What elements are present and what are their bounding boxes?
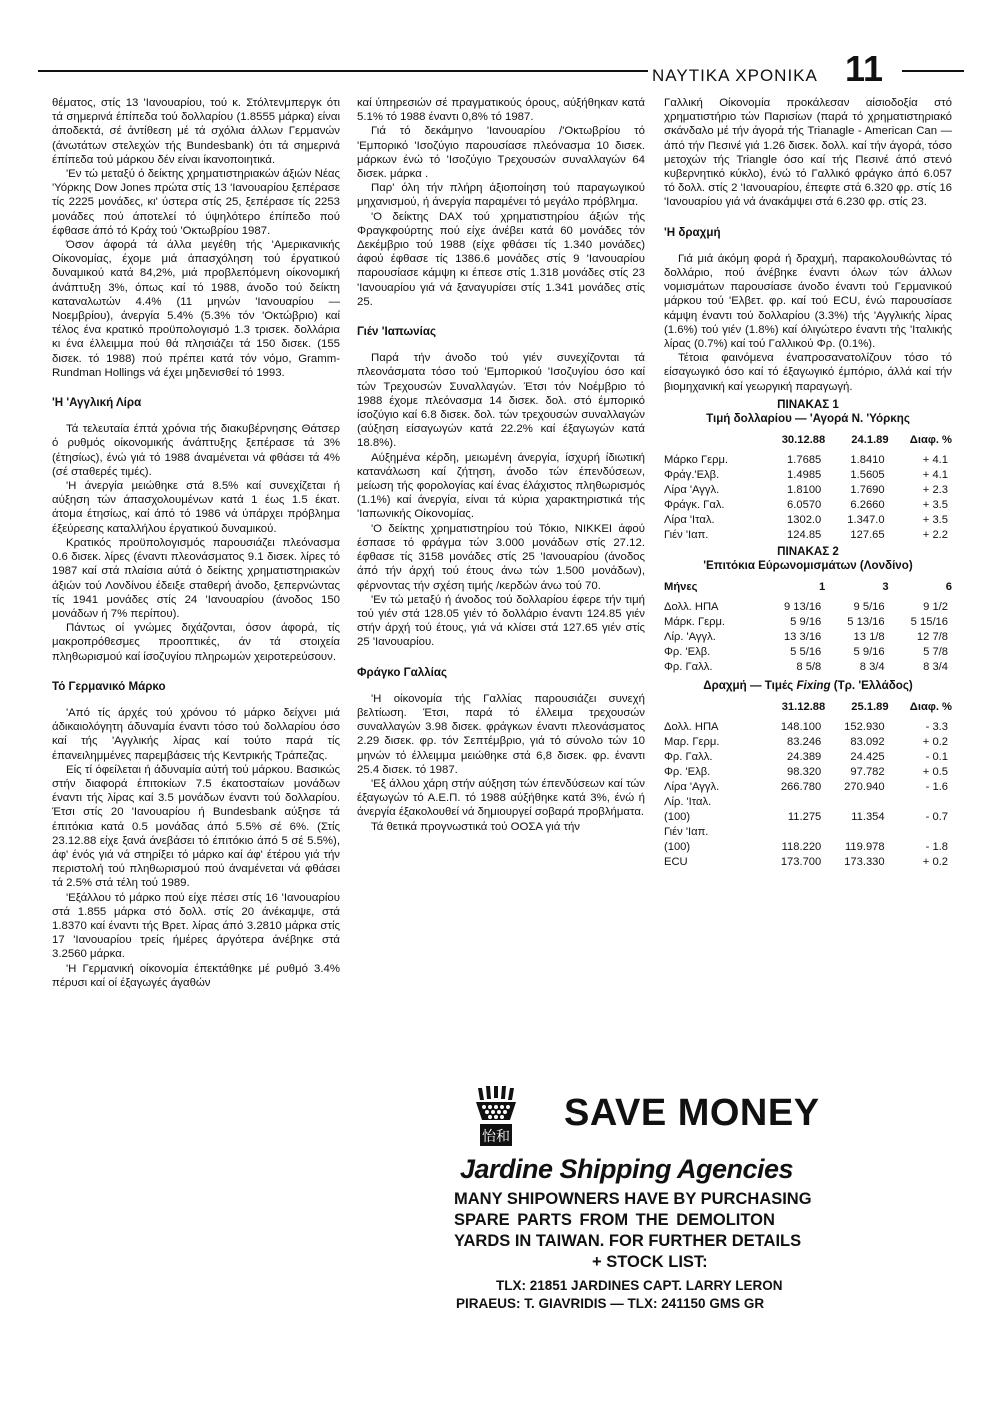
table-row: [664, 795, 952, 810]
row-label: Λίρ. 'Αγγλ.: [664, 630, 716, 643]
cell-value: 5 15/16: [910, 615, 948, 628]
cell-value: - 1.8: [925, 840, 948, 853]
paragraph: Γαλλική Οίκονομία προκάλεσαν αίσιοδοξία στό χρηματιστήριο τών Παρισίων (παρά τό χρηματιστηριακό σκάνδαλο μέ τήν άγορά τής Trianagle - American Can — άπό τήν Πεσινέ γιά 1.26 δισεκ. δολλ. καί τήν άγορά, τόσο μετοχών τής Triangle όσο καί τής Πεσινέ άπό στενό κυβερνητικό κύκλο), ένώ τό Γαλλικό φράγκο άπό 6.057 τό δολλ. στίς 2 'Ιανουαρίου, έπεφτε στά 6.320 φρ. στίς 16 'Ιανουαρίου γιά νά άνακάμψει στά 6.230 φρ. στίς 23.: [664, 97, 952, 209]
table-3-caption-italic: Fixing: [796, 678, 831, 692]
cell-value: 119.978: [845, 840, 885, 853]
cell-value: [889, 825, 952, 840]
paragraph: Παρά τήν άνοδο τού γιέν συνεχίζονται τά πλεονάσματα τόσο τού 'Εμπορικού 'Ισοζυγίου όσο καί τών Τρεχουσών Συναλλαγών. Έτσι τόν Νοέμβριο τό 1988 έχομε πλεόνασμα 14 δισεκ. δολ. στό έμπορικό ίσοζύγιο καί 6.8 δισεκ. δολ. τών τρεχουσών συναλλαγών (αύξηση είσαγωγών κατά 22.2% καί έξαγωγών κατά 18.8%).: [357, 352, 645, 450]
row-label: Μάρκ. Γερμ.: [664, 615, 726, 628]
paragraph: Τά θετικά προγνωστικά τού ΟΟΣΑ γιά τήν: [371, 820, 580, 833]
cell-value: 152.930: [844, 720, 885, 733]
cell-value: 9 5/16: [853, 600, 885, 613]
cell-value: 118.220: [781, 840, 822, 853]
row-label: Φρ. Γαλλ.: [664, 750, 713, 763]
table-row: [664, 765, 952, 780]
table-3-grid: [664, 693, 952, 870]
paragraph: 'Ο δείκτης χρηματιστηρίου τού Τόκιο, NIKKEI άφού έσπασε τό φράγμα τών 3.000 μονάδων στίς 27.12. έφθασε τίς 3158 μονάδες στίς 25 'Ιανουαρίου (άνοδος άπό τήν άρχή τού έτους άνω τών 1.500 μονάδων), φέρνοντας τήν σχέση τιμής /κερδών άνω τού 70.: [357, 522, 645, 592]
cell-value: + 0.2: [922, 735, 948, 748]
cell-value: 13 1/8: [853, 630, 885, 643]
cell-value: 8 5/8: [796, 660, 822, 673]
cell-value: 24.389: [787, 750, 822, 763]
cell-value: 30.12.88: [781, 433, 826, 446]
cell-value: - 0.7: [925, 810, 948, 823]
cell-value: 1.8410: [850, 453, 885, 466]
row-label: Λίρα 'Αγγλ.: [664, 483, 720, 496]
cell-value: 1.8100: [787, 483, 822, 496]
cell-value: 9 13/16: [783, 600, 822, 613]
paragraph: Γιά μιά άκόμη φορά ή δραχμή, παρακολουθώντας τό δολλάριο, πού άνέβηκε έναντι όλων τών άλλων νομισμάτων παρουσίασε άνοδο έναντι τού Γερμανικού μάρκου τού 'Ελβετ. φρ. καί τού ECU, ένώ παρουσίασε κάμψη έναντι τού δολλαρίου (3.3%) τής 'Αγγλικής λίρας (1.6%) τού γιέν (1.8%) καί όλιγώτερο έναντι τής 'Ιταλικής λίρας (0.7%) καί τού Γαλλικού Φρ. (0.1%).: [664, 252, 952, 351]
cell-value: 3: [882, 580, 889, 593]
row-label: Φρ. Γαλλ.: [664, 660, 713, 673]
cell-value: 270.940: [844, 780, 885, 793]
table-row: [664, 528, 952, 543]
row-label: ECU: [664, 855, 688, 868]
logo-chinese-text: 怡和: [482, 1129, 510, 1145]
table-row: [664, 840, 952, 855]
cell-value: 1.7685: [787, 453, 822, 466]
cell-value: 1: [819, 580, 826, 593]
table-2: [664, 545, 952, 675]
cell-value: 266.780: [780, 780, 822, 793]
row-label: Φράγκ. Γαλ.: [664, 498, 725, 511]
section-heading-pound: 'Η 'Αγγλική Λίρα: [52, 396, 142, 410]
cell-value: 25.1.89: [851, 700, 889, 713]
cell-value: [889, 795, 952, 810]
paragraph: Τέτοια φαινόμενα έναπροσανατολίζουν τόσο τό είσαγωγικό όσο καί τό έξαγωγικό έμπόριο, άλλά καί τήν βιομηχανική καί γεωργική παραγωγή.: [664, 352, 952, 393]
cell-value: [762, 795, 825, 810]
cell-value: 6.0570: [787, 498, 822, 511]
cell-value: [762, 825, 825, 840]
paragraph: 'Εν τώ μεταξύ ή άνοδος τού δολλαρίου έφερε τήν τιμή τού γιέν στά 128.05 γιέν τό δολλάριο έναντι 124.85 γιέν στήν άρχή τού έτους, γιά νά κλίσει στά 127.65 γιέν στίς 25 'Ιανουαρίου.: [357, 593, 645, 649]
cell-value: + 3.5: [922, 513, 948, 526]
paragraph: θέματος, στίς 13 'Ιανουαρίου, τού κ. Στόλτενμπεργκ ότι τά σημερινά έπίπεδα τού δολλαρίου (1.8555 μάρκα) είναι άποδεκτά, σέ άντίθεση μέ τά σχόλια άλλων Γερμανών (άνωτάτων στελεχών τής Bundesbank) ότι τά σημερινά έπίπεδα τού μάρκου δέν είναι ίκανοποιητικά.: [52, 97, 340, 166]
table-header-row: [664, 693, 952, 720]
cell-value: 5 9/16: [853, 645, 885, 658]
table-1-caption: ΠΙΝΑΚΑΣ 1: [777, 397, 839, 411]
cell-value: [825, 795, 888, 810]
paragraph: Είς τί όφείλεται ή άδυναμία αύτή τού μάρκου. Βασικώς στήν διαφορά έπιτοκίων 7.5 έκατοσταίων μονάδων έναντι τής λίρας καί 3.5 μονάδων έναντι τού δολλαρίου. Έτσι στίς 20 'Ιανουαρίου ή Bundesbank αύξησε τά έπιτόκια κατά 0.5 μονάδας άπό 5.5% σέ 6%. (Στίς 23.12.88 είχε ξανά άνεβάσει τό έπιτόκιο άπό 5 σέ 5.5%), άφ' ένός γιά νά στηρίξει τό μάρκο καί άφ' έτέρου γιά τήν περιστολή τού πληθωρισμού πού άναμένεται νά φθάσει τά 2.5% στά τέλη τού 1989.: [52, 763, 340, 890]
row-label: Γιέν 'Ιαπ.: [664, 528, 709, 541]
table-row: [664, 735, 952, 750]
cell-value: 1.4985: [787, 468, 822, 481]
cell-value: 5 13/16: [847, 615, 885, 628]
table-3-caption-post: (Τρ. 'Ελλάδος): [830, 678, 913, 692]
table-row: [664, 750, 952, 765]
cell-value: 1.7690: [850, 483, 885, 496]
table-2-grid: [664, 573, 952, 675]
cell-value: 5 9/16: [790, 615, 822, 628]
section-heading-yen: Γιέν 'Ιαπωνίας: [357, 325, 436, 339]
table-row: [664, 825, 952, 840]
table-2-subcaption: 'Επιτόκια Εύρωνομισμάτων (Λονδίνο): [703, 558, 913, 572]
table-2-caption: ΠΙΝΑΚΑΣ 2: [777, 544, 839, 558]
row-label: (100): [664, 840, 691, 853]
paragraph: Γιά τό δεκάμηνο 'Ιανουαρίου /'Οκτωβρίου τό 'Εμπορικό 'Ισοζύγιο παρουσίασε πλεόνασμα 10 δισεκ. μάρκων ένώ τό 'Ισοζύγιο Τρεχουσών συναλλαγών 64 δισεκ. μάρκα .: [357, 125, 645, 181]
paragraph: Τά τελευταία έπτά χρόνια τής διακυβέρνησης Θάτσερ ό ρυθμός οίκονομικής άνάπτυξης ξεπέρασε τά 3% (έτησίως), ένώ γιά τό 1988 άναμένεται νά φθάσει τά 4% (σέ σταθερές τιμές).: [52, 423, 340, 478]
cell-value: 5 5/16: [790, 645, 822, 658]
cell-value: 24.1.89: [851, 433, 889, 446]
table-header-row: [664, 573, 952, 600]
jardine-logo-icon: [470, 1086, 544, 1148]
cell-value: 9 1/2: [923, 600, 948, 613]
cell-value: 1302.0: [787, 513, 822, 526]
cell-value: Διαφ. %: [909, 433, 952, 446]
ad-line-1: MANY SHIPOWNERS HAVE BY PURCHASING: [454, 1190, 812, 1208]
table-1-subcaption: Τιμή δολλαρίου — 'Αγορά Ν. 'Υόρκης: [706, 411, 910, 425]
cell-value: 124.85: [787, 528, 822, 541]
row-label: Δολλ. ΗΠΑ: [664, 600, 719, 613]
section-heading-franc: Φράγκο Γαλλίας: [357, 665, 448, 679]
cell-value: + 4.1: [922, 468, 948, 481]
cell-value: 97.782: [850, 765, 885, 778]
cell-value: 6.2660: [850, 498, 885, 511]
table-3-caption-pre: Δραχμή — Τιμές: [703, 678, 797, 692]
table-row: [664, 810, 952, 825]
paragraph: 'Η οίκονομία τής Γαλλίας παρουσιάζει συνεχή βελτίωση. Έτσι, παρά τό έλλειμα τρεχουσών συναλλαγών 3.98 δισεκ. φράγκων έναντι πλεονάσματος 2.29 δισεκ. φρ. τόν Σεπτέμβριο, γιά τό σύνολο τών 10 μηνών τό έλλειμμα μειώθηκε στά 6,8 δισεκ. φρ. έναντι 25.4 δισεκ. τό 1987.: [357, 692, 645, 776]
cell-value: 11.354: [851, 810, 885, 823]
table-row: [664, 468, 952, 483]
row-label: [664, 426, 762, 453]
table-row: [664, 600, 952, 615]
cell-value: + 4.1: [922, 453, 948, 466]
cell-value: 1.347.0: [847, 513, 885, 526]
table-row: [664, 645, 952, 660]
cell-value: 6: [945, 580, 952, 593]
cell-value: 1.5605: [850, 468, 885, 481]
cell-value: 11.275: [787, 810, 822, 823]
ad-contact-1: TLX: 21851 JARDINES CAPT. LARRY LERON: [496, 1278, 783, 1293]
row-label: (100): [664, 810, 691, 823]
cell-value: 8 3/4: [859, 660, 885, 673]
ad-contact-2: PIRAEUS: T. GIAVRIDIS — TLX: 241150 GMS GR: [456, 1296, 765, 1311]
cell-value: 24.425: [850, 750, 885, 763]
column-1: [52, 96, 340, 990]
cell-value: 83.246: [787, 735, 822, 748]
row-label: Φρ. 'Ελβ.: [664, 765, 711, 778]
magazine-title: ΝΑΥΤΙΚΑ ΧΡΟΝΙΚΑ: [652, 66, 818, 85]
ad-company: Jardine Shipping Agencies: [460, 1154, 794, 1184]
table-row: [664, 615, 952, 630]
paragraph: Αύξημένα κέρδη, μειωμένη άνεργία, ίσχυρή ίδιωτική κατανάλωση καί ζήτηση, άνοδο τών έπενδύσεων, μείωση τής φορολογίας καί ένας έλάχιστος πληθωρισμός (1.1%) καί άνεργία, είναι τά κύρια χαρακτηριστικά τής 'Ιαπωνικής Οίκονομίας.: [357, 451, 645, 521]
row-label: Φράγ.'Ελβ.: [664, 468, 720, 481]
page-number: 11: [845, 48, 884, 89]
table-row: [664, 630, 952, 645]
cell-value: 12 7/8: [916, 630, 948, 643]
cell-value: - 3.3: [925, 720, 948, 733]
cell-value: - 1.6: [925, 780, 948, 793]
cell-value: 83.092: [850, 735, 885, 748]
row-label: Λίρα 'Αγγλ.: [664, 780, 720, 793]
header-rule-right: [902, 70, 964, 72]
table-1-grid: [664, 426, 952, 543]
table-row: [664, 660, 952, 675]
table-row: [664, 498, 952, 513]
ad-line-3: YARDS IN TAIWAN. FOR FURTHER DETAILS: [454, 1232, 802, 1250]
paragraph: Όσον άφορά τά άλλα μεγέθη τής 'Αμερικανικής Οίκονομίας, έχομε μιά άπασχόληση τού έργατικού δυναμικού κατά 84,2%, μιά προβλεπόμενη οίκονομική άνάπτυξη 3%, όπως καί τό 1988, άνοδο τού δείκτη καταναλωτών 4.4% (11 μηνών 'Ιανουαρίου — Νοεμβρίου), άνεργία 5.4% (5.3% τόν 'Οκτώβριο) καί τέλος ένα κρατικό προϋπολογισμό 1.3 τρισεκ. δολλάρια κι ένα έλλειμμα πού θά πλησιάζει τά 150 δισεκ. (155 δισεκ. τό 1988) πού πρέπει κατά τόν νόμο, Gramm-Rundman Hollings νά έχει μηδενισθεί τό 1993.: [52, 239, 340, 379]
row-label: Λίρ. 'Ιταλ.: [664, 795, 712, 808]
paragraph: 'Από τίς άρχές τού χρόνου τό μάρκο δείχνει μιά άδικαιολόγητη άδυναμία έναντι τόσο τού δολλαρίου όσο καί τής 'Αγγλικής λίρας καί τούτο παρά τίς έπανειλημμένες παρεμβάσεις τής Κεντρικής Τράπεζας.: [52, 706, 340, 762]
row-label: Μάρκο Γερμ.: [664, 453, 729, 466]
cell-value: + 0.2: [922, 855, 948, 868]
paragraph: 'Εξάλλου τό μάρκο πού είχε πέσει στίς 16 'Ιανουαρίου στά 1.855 μάρκα στό δολλ. στίς 20 άνέκαμψε, στά 1.8370 καί έναντι τής Βρετ. λίρας άπό 3.2810 μάρκα στίς 17 'Ιανουαρίου τρείς ήμέρες άργότερα άνέβηκε στά 3.2560 μάρκα.: [52, 891, 340, 961]
cell-value: 98.320: [787, 765, 822, 778]
table-row: [664, 855, 952, 870]
paragraph: 'Ο δείκτης DAX τού χρηματιστηρίου άξιών τής Φραγκφούρτης πού είχε άνέβει κατά 60 μονάδες τόν Δεκέμβριο τού 1988 (είχε φθάσει τίς 1.340 μονάδες) άφού έφθασε τίς 1386.6 μονάδες στίς 9 'Ιανουαρίου παρουσίασε κάμψη κι έπεσε στίς 1.318 μονάδες στίς 23 'Ιανουαρίου γιά νά ξαναγυρίσει στίς 1.341 μονάδες στίς 25.: [357, 210, 645, 308]
advertisement: [452, 1082, 864, 1311]
header-rule-left: [38, 70, 648, 72]
ad-headline: SAVE MONEY: [564, 1092, 820, 1134]
row-label: Λίρα 'Ιταλ.: [664, 513, 715, 526]
table-3-caption: [664, 679, 952, 693]
table-row: [664, 720, 952, 735]
ad-line-2: SPARE PARTS FROM THE DEMOLITON: [454, 1211, 775, 1229]
cell-value: 8 3/4: [923, 660, 948, 673]
table-3: [664, 679, 952, 870]
cell-value: Διαφ. %: [909, 700, 952, 713]
paragraph: 'Η Γερμανική οίκονομία έπεκτάθηκε μέ ρυθμό 3.4% πέρυσι καί οί έξαγωγές άγαθών: [52, 962, 340, 989]
ad-line-4: + STOCK LIST:: [592, 1253, 708, 1271]
paragraph: 'Η άνεργία μειώθηκε στά 8.5% καί συνεχίζεται ή αύξηση τών άπασχολουμένων κατά 1 έως 1.5 έκατ. άτομα έτησίως, καί άπό τό 1986 νά ύπάρχει πρόβλημα έξεύρεσης καταλλήλου έργατικού δυναμικού.: [52, 480, 340, 535]
cell-value: 127.65: [850, 528, 885, 541]
paragraph: Παρ' όλη τήν πλήρη άξιοποίηση τού παραγωγικού μηχανισμού, ή άνεργία παραμένει τό μεγάλο πρόβλημα.: [357, 182, 645, 209]
table-row: [664, 483, 952, 498]
row-label: Φρ. 'Ελβ.: [664, 645, 711, 658]
column-3: [664, 96, 952, 870]
table-row: [664, 453, 952, 468]
section-heading-drachma: 'Η δραχμή: [664, 225, 721, 239]
paragraph: καί ύπηρεσιών σέ πραγματικούς όρους, αύξήθηκαν κατά 5.1% τό 1988 έναντι 0,8% τό 1987.: [357, 97, 645, 124]
row-label: Γιέν 'Ιαπ.: [664, 825, 709, 838]
row-label: [664, 693, 762, 720]
table-1: [664, 398, 952, 543]
table-row: [664, 780, 952, 795]
cell-value: 173.330: [844, 855, 885, 868]
cell-value: + 2.2: [922, 528, 948, 541]
paragraph: 'Εν τώ μεταξύ ό δείκτης χρηματιστηριακών άξιών Νέας 'Υόρκης Dow Jones πρώτα στίς 13 'Ιανουαρίου ξεπέρασε τίς 2225 μονάδες, κι' ύστερα στίς 25, ξεπέρασε τίς 2253 μονάδες πού άποτελεί τό ύψηλότερο έπίπεδο πού έφθασε άπό τό Κράχ τού 'Οκτωβρίου 1987.: [52, 168, 340, 237]
cell-value: 31.12.88: [781, 700, 826, 713]
table-row: [664, 513, 952, 528]
paragraph: Πάντως οί γνώμες διχάζονται, όσον άφορά, τίς μακροπρόθεσμες προοπτικές, άν τά στοιχεία πληθωρισμού καί ίσοζυγίου πληρωμών χειροτερεύσουν.: [52, 622, 340, 663]
cell-value: 148.100: [780, 720, 822, 733]
cell-value: [825, 825, 888, 840]
cell-value: + 0.5: [922, 765, 948, 778]
cell-value: 13 3/16: [783, 630, 822, 643]
row-label: Μήνες: [664, 580, 698, 593]
cell-value: 173.700: [780, 855, 822, 868]
cell-value: + 3.5: [922, 498, 948, 511]
cell-value: - 0.1: [925, 750, 948, 763]
column-2: [357, 96, 645, 834]
cell-value: + 2.3: [922, 483, 948, 496]
section-heading-mark: Τό Γερμανικό Μάρκο: [52, 679, 166, 693]
cell-value: 5 7/8: [923, 645, 948, 658]
row-label: Δολλ. ΗΠΑ: [664, 720, 719, 733]
paragraph: Κρατικός προϋπολογισμός παρουσιάζει πλεόνασμα 0.6 δισεκ. λίρες (έναντι πλεονάσματος 9.1 δισεκ. λίρες τό 1987 καί στά πλαίσια αύτά ό δείκτης χρηματιστηριακών άξιών τού Λονδίνου έδειξε σταθερή άνοδο, ξεπερνώντας τίς 1941 μονάδες στίς 24 'Ιανουαρίου (άνοδος 150 μονάδων ή 7% περίπου).: [52, 536, 340, 620]
paragraph: 'Εξ άλλου χάρη στήν αύξηση τών έπενδύσεων καί τών έξαγωγών τό Α.Ε.Π. τό 1988 αύξήθηκε κατά 3%, ένώ ή άνεργία έξακολουθεί νά δημιουργεί σοβαρά προβλήματα.: [357, 777, 645, 819]
row-label: Μαρ. Γερμ.: [664, 735, 720, 748]
table-header-row: [664, 426, 952, 453]
